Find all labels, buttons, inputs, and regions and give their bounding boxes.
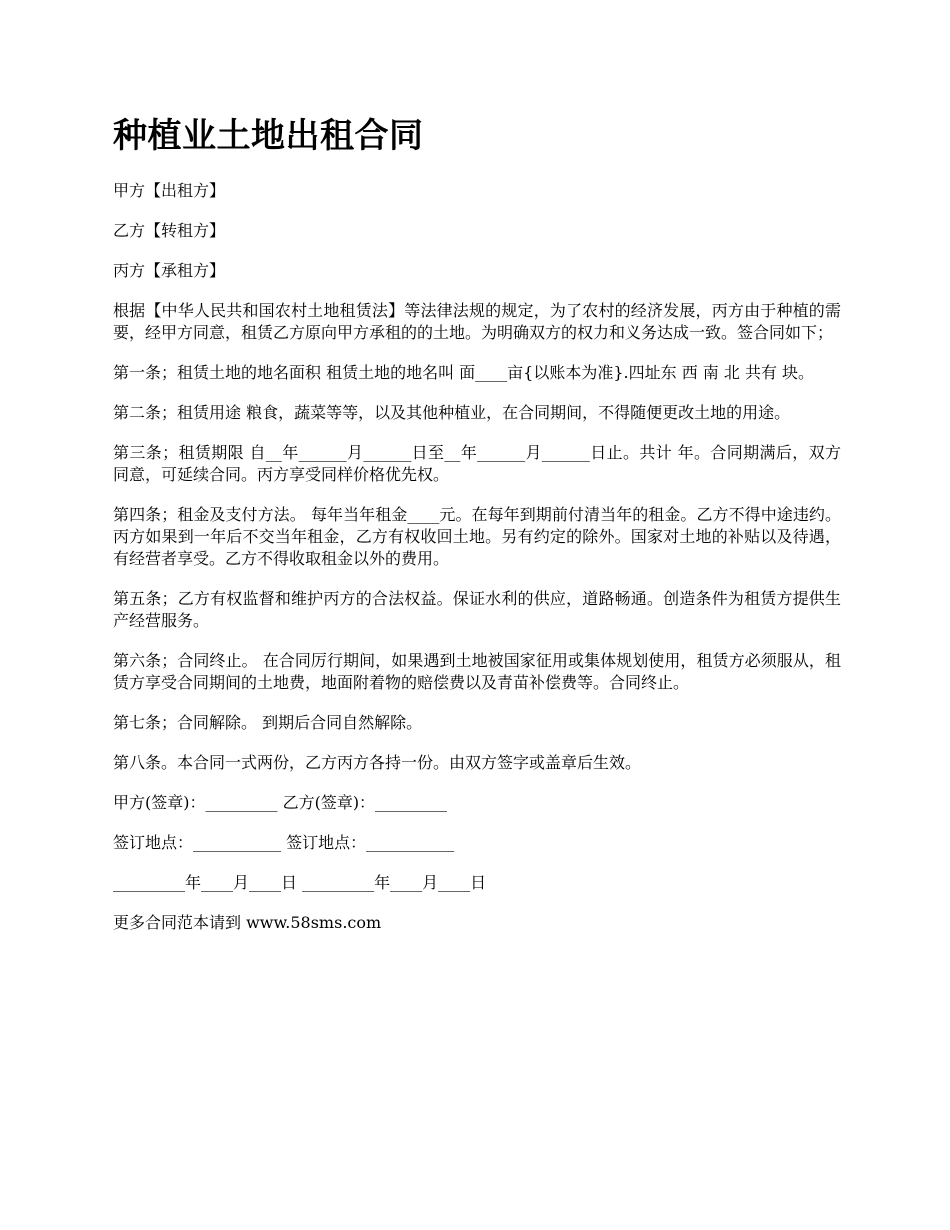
document-page bbox=[113, 112, 841, 952]
footer-note: 更多合同范本请到 www.58sms.com bbox=[113, 913, 382, 932]
article-6: 第六条；合同终止。 在合同厉行期间，如果遇到土地被国家征用或集体规划使用，租赁方必须服从，租赁方享受合同期间的土地费，地面附着物的赔偿费以及青苗补偿费等。合同终止。 bbox=[113, 651, 841, 692]
article-8: 第八条。本合同一式两份，乙方丙方各持一份。由双方签字或盖章后生效。 bbox=[113, 753, 642, 772]
preamble-paragraph: 根据【中华人民共和国农村土地租赁法】等法律法规的规定，为了农村的经济发展，丙方由于种植的需要，经甲方同意，租赁乙方原向甲方承租的的土地。为明确双方的权力和义务达成一致。签合同如下； bbox=[113, 301, 841, 342]
article-3: 第三条；租赁期限 自__年______月______日至__年______月______日止。共计 年。合同期满后，双方同意，可延续合同。丙方享受同样价格优先权。 bbox=[113, 443, 841, 484]
date-line: _________年____月____日 _________年____月____日 bbox=[113, 873, 487, 892]
article-7: 第七条；合同解除。 到期后合同自然解除。 bbox=[113, 713, 423, 732]
article-5: 第五条；乙方有权监督和维护丙方的合法权益。保证水利的供应，道路畅通。创造条件为租赁方提供生产经营服务。 bbox=[113, 589, 841, 630]
article-2: 第二条；租赁用途 粮食，蔬菜等等，以及其他种植业，在合同期间，不得随便更改土地的用途。 bbox=[113, 403, 791, 422]
article-1: 第一条；租赁土地的地名面积 租赁土地的地名叫 面____亩{以账本为准}.四址东 西 南 北 共有 块。 bbox=[113, 363, 815, 382]
document-title: 种植业土地出租合同 bbox=[113, 116, 424, 156]
party-b-line: 乙方【转租方】 bbox=[113, 221, 226, 240]
signing-place-line: 签订地点：___________ 签订地点：___________ bbox=[113, 833, 455, 852]
party-a-line: 甲方【出租方】 bbox=[113, 181, 226, 200]
party-c-line: 丙方【承租方】 bbox=[113, 261, 226, 280]
article-4: 第四条；租金及支付方法。 每年当年租金____元。在每年到期前付清当年的租金。乙方不得中途违约。丙方如果到一年后不交当年租金，乙方有权收回土地。另有约定的除外。国家对土地的补贴以及待遇，有经营者享受。乙方不得收取租金以外的费用。 bbox=[113, 505, 841, 568]
signature-line: 甲方(签章)：_________ 乙方(签章)：_________ bbox=[113, 793, 448, 812]
